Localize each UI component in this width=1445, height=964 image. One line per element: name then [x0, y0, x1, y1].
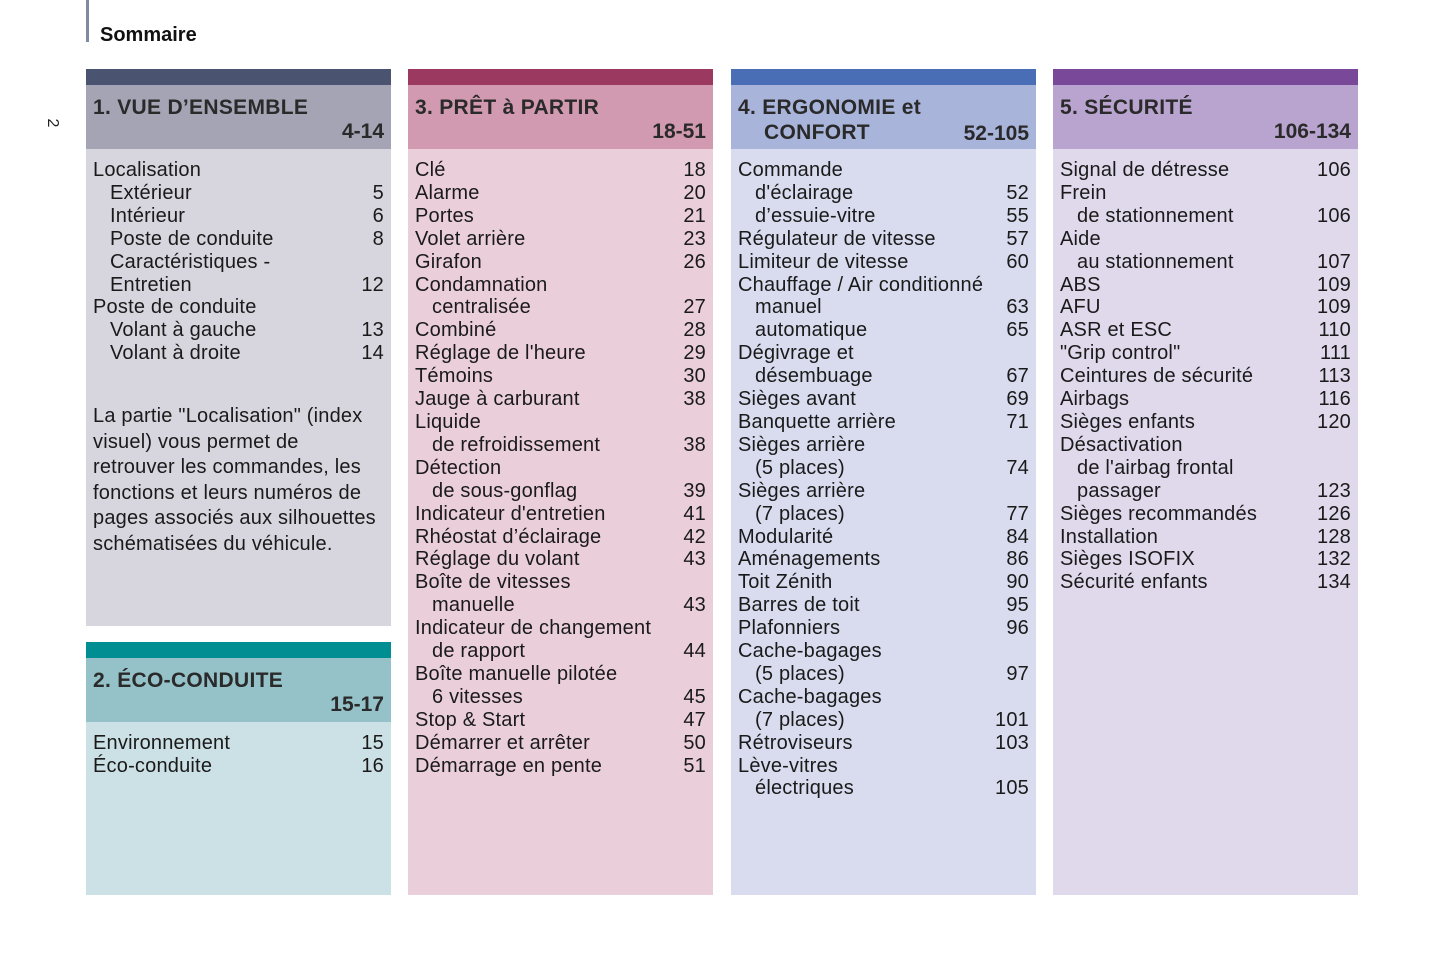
toc-entry-label: Caractéristiques -	[110, 250, 271, 273]
toc-entry[interactable]	[1060, 342, 1351, 365]
toc-entry-page: 128	[1317, 525, 1351, 548]
toc-entry-page	[1311, 228, 1351, 251]
toc-entry[interactable]	[738, 548, 1029, 571]
toc-entry-page: 5	[372, 181, 384, 204]
toc-entry-label: d'éclairage	[755, 181, 854, 204]
toc-entry	[738, 434, 1029, 457]
toc-entry-label: Signal de détresse	[1060, 159, 1230, 181]
toc-entry	[738, 755, 1029, 778]
toc-entry-page: 95	[1006, 594, 1029, 617]
toc-entry-label: Ceintures de sécurité	[1060, 365, 1254, 388]
toc-entry[interactable]	[1060, 274, 1351, 297]
toc-entry-page: 134	[1317, 571, 1351, 594]
toc-entry-label: Volant à droite	[110, 342, 241, 365]
section-page-range: 52-105	[963, 122, 1029, 145]
toc-entry	[93, 251, 384, 274]
toc-entry-page: 43	[683, 594, 706, 617]
toc-entry-label: Sièges enfants	[1060, 410, 1196, 433]
page-number: 2	[44, 118, 61, 128]
toc-entry-label: Désactivation	[1060, 433, 1183, 456]
section-page-range: 15-17	[330, 693, 384, 716]
section-title: 2. ÉCO-CONDUITE	[93, 669, 284, 692]
toc-entry[interactable]	[415, 709, 706, 732]
toc-entry-page: 57	[1006, 227, 1029, 250]
toc-entry-page	[666, 663, 706, 686]
toc-entry[interactable]	[738, 182, 1029, 205]
entry-list	[93, 159, 384, 365]
toc-entry-label: de rapport	[432, 640, 526, 663]
toc-entry-page: 86	[1006, 548, 1029, 571]
toc-entry-label: manuelle	[432, 594, 515, 617]
toc-entry[interactable]	[415, 342, 706, 365]
entry-list	[415, 159, 706, 777]
section-page-range: 4-14	[341, 120, 384, 143]
toc-entry-page: 106	[1317, 159, 1351, 181]
toc-entry-page: 39	[683, 479, 706, 502]
toc-entry[interactable]	[93, 732, 384, 755]
toc-entry-page: 28	[683, 319, 706, 342]
toc-entry-page: 63	[1006, 296, 1029, 319]
toc-entry[interactable]	[415, 205, 706, 228]
toc-entry-page: 55	[1006, 204, 1029, 227]
section-page-range: 106-134	[1273, 120, 1351, 143]
toc-entry-page: 30	[683, 365, 706, 388]
section-color-bar	[86, 642, 391, 658]
toc-entry	[738, 159, 1029, 182]
toc-entry[interactable]	[738, 388, 1029, 411]
toc-entry-label: Entretien	[110, 273, 192, 296]
toc-entry-label: Poste de conduite	[110, 227, 274, 250]
toc-entry-label: (7 places)	[755, 708, 845, 731]
toc-entry-label: centralisée	[432, 296, 531, 319]
toc-entry-page: 90	[1006, 571, 1029, 594]
section-header[interactable]	[86, 85, 391, 149]
section-color-bar	[408, 69, 713, 85]
section-page-range: 18-51	[652, 120, 706, 143]
toc-entry-label: Réglage du volant	[415, 548, 580, 571]
toc-entry[interactable]	[415, 296, 706, 319]
toc-entry-page	[1311, 434, 1351, 457]
toc-entry-label: Limiteur de vitesse	[738, 250, 909, 273]
section-color-bar	[86, 69, 391, 85]
toc-entry-label: Modularité	[738, 525, 834, 548]
toc-entry[interactable]	[415, 365, 706, 388]
toc-entry[interactable]	[1060, 251, 1351, 274]
toc-entry[interactable]	[1060, 571, 1351, 594]
toc-entry-label: Plafonniers	[738, 617, 841, 640]
toc-entry-page: 107	[1317, 250, 1351, 273]
toc-entry-label: Frein	[1060, 181, 1107, 204]
toc-entry[interactable]	[93, 274, 384, 297]
toc-entry-page: 126	[1317, 502, 1351, 525]
toc-entry-page: 18	[683, 159, 706, 181]
toc-entry[interactable]	[415, 640, 706, 663]
toc-entry-label: Indicateur d'entretien	[415, 502, 606, 525]
toc-entry-label: manuel	[755, 296, 822, 319]
toc-entry-label: Rétroviseurs	[738, 731, 853, 754]
section-securite	[1053, 69, 1358, 895]
toc-entry-label: Poste de conduite	[93, 296, 257, 319]
toc-entry-label: Aide	[1060, 227, 1101, 250]
toc-entry-page: 67	[1006, 365, 1029, 388]
toc-entry-page: 116	[1318, 388, 1351, 411]
toc-entry-page: 20	[683, 181, 706, 204]
toc-entry-label: Portes	[415, 204, 475, 227]
toc-entry-label: Alarme	[415, 181, 480, 204]
toc-entry	[738, 342, 1029, 365]
toc-entry[interactable]	[738, 709, 1029, 732]
toc-entry	[738, 686, 1029, 709]
toc-entry[interactable]	[93, 182, 384, 205]
toc-entry-page	[666, 274, 706, 297]
toc-entry-page: 50	[683, 731, 706, 754]
toc-entry-page: 29	[683, 342, 706, 365]
toc-entry-label: Cache-bagages	[738, 685, 882, 708]
toc-entry-label: Environnement	[93, 732, 231, 754]
toc-entry-page: 23	[683, 227, 706, 250]
toc-entry[interactable]	[738, 457, 1029, 480]
toc-entry[interactable]	[1060, 503, 1351, 526]
toc-entry[interactable]	[415, 434, 706, 457]
toc-entry-label: (5 places)	[755, 662, 845, 685]
toc-entry-page: 113	[1318, 365, 1351, 388]
toc-entry-page	[989, 686, 1029, 709]
section-body	[86, 722, 391, 895]
toc-entry[interactable]	[1060, 411, 1351, 434]
toc-entry-page	[989, 480, 1029, 503]
toc-entry[interactable]	[415, 319, 706, 342]
toc-entry-label: Stop & Start	[415, 708, 526, 731]
toc-entry-label: de stationnement	[1077, 204, 1234, 227]
toc-entry-page: 97	[1006, 662, 1029, 685]
toc-entry[interactable]	[1060, 159, 1351, 182]
toc-entry-page: 13	[361, 319, 384, 342]
toc-entry-page: 42	[683, 525, 706, 548]
toc-entry-label: Régulateur de vitesse	[738, 227, 936, 250]
toc-entry-page	[989, 274, 1029, 297]
toc-entry-label: Condamnation	[415, 273, 548, 296]
toc-entry-page: 110	[1318, 319, 1351, 342]
toc-entry-page: 109	[1317, 273, 1351, 296]
toc-entry-label: Démarrer et arrêter	[415, 731, 590, 754]
toc-entry[interactable]	[415, 732, 706, 755]
toc-entry-page	[989, 342, 1029, 365]
toc-entry-page: 74	[1006, 456, 1029, 479]
section-body	[408, 149, 713, 895]
toc-entry-page	[989, 159, 1029, 182]
toc-entry-label: (5 places)	[755, 456, 845, 479]
toc-entry	[415, 571, 706, 594]
toc-entry-label: automatique	[755, 319, 868, 342]
section-header[interactable]	[408, 85, 713, 149]
toc-entry-label: Chauffage / Air conditionné	[738, 273, 984, 296]
toc-entry[interactable]	[738, 365, 1029, 388]
toc-entry	[1060, 434, 1351, 457]
toc-entry-label: ABS	[1060, 273, 1101, 296]
toc-entry[interactable]	[738, 617, 1029, 640]
toc-entry	[1060, 182, 1351, 205]
toc-entry[interactable]	[1060, 319, 1351, 342]
toc-entry[interactable]	[738, 319, 1029, 342]
toc-entry-page: 109	[1317, 296, 1351, 319]
toc-entry-page: 71	[1006, 410, 1029, 433]
toc-entry-page: 15	[361, 732, 384, 754]
toc-entry-page: 27	[683, 296, 706, 319]
toc-entry-page: 105	[995, 777, 1029, 800]
toc-entry-label: électriques	[755, 777, 854, 800]
entry-list	[738, 159, 1029, 800]
toc-entry-label: d’essuie-vitre	[755, 204, 876, 227]
toc-entry-label: Toit Zénith	[738, 571, 833, 594]
entry-list	[1060, 159, 1351, 594]
toc-entry[interactable]	[738, 594, 1029, 617]
section-body	[731, 149, 1036, 895]
toc-entry[interactable]	[1060, 480, 1351, 503]
toc-entry-page	[344, 296, 384, 319]
toc-entry	[738, 274, 1029, 297]
toc-entry-label: Éco-conduite	[93, 754, 213, 777]
section-body	[1053, 149, 1358, 895]
section-header[interactable]	[86, 658, 391, 722]
toc-entry[interactable]	[415, 251, 706, 274]
toc-entry[interactable]	[415, 228, 706, 251]
toc-entry-label: Lève-vitres	[738, 754, 839, 777]
toc-entry-page	[666, 617, 706, 640]
toc-entry	[93, 296, 384, 319]
toc-entry-page: 120	[1317, 410, 1351, 433]
toc-entry-label: Volant à gauche	[110, 319, 257, 342]
entry-list	[93, 732, 384, 778]
toc-entry-label: (7 places)	[755, 502, 845, 525]
toc-entry[interactable]	[93, 228, 384, 251]
toc-entry-label: Installation	[1060, 525, 1159, 548]
toc-entry[interactable]	[1060, 365, 1351, 388]
toc-entry-label: ASR et ESC	[1060, 319, 1173, 342]
toc-entry[interactable]	[415, 526, 706, 549]
toc-entry-label: Boîte manuelle pilotée	[415, 662, 618, 685]
toc-entry-page: 41	[683, 502, 706, 525]
toc-entry-label: passager	[1077, 479, 1161, 502]
toc-entry-label: Détection	[415, 456, 502, 479]
toc-entry-page: 60	[1006, 250, 1029, 273]
toc-entry-page: 103	[995, 731, 1029, 754]
toc-entry[interactable]	[1060, 526, 1351, 549]
toc-entry-page: 47	[683, 708, 706, 731]
toc-entry-label: Dégivrage et	[738, 342, 854, 365]
toc-entry-page: 52	[1006, 181, 1029, 204]
toc-entry-label: Airbags	[1060, 388, 1130, 411]
toc-entry-label: Commande	[738, 159, 843, 181]
page-title: Sommaire	[100, 24, 197, 46]
toc-entry[interactable]	[93, 319, 384, 342]
toc-entry-label: AFU	[1060, 296, 1101, 319]
toc-entry-page: 45	[683, 685, 706, 708]
toc-entry-page: 77	[1006, 502, 1029, 525]
section-title-line2: CONFORT	[764, 121, 870, 144]
toc-entry-label: Girafon	[415, 250, 482, 273]
toc-entry	[415, 411, 706, 434]
toc-entry[interactable]	[415, 548, 706, 571]
toc-entry-label: Boîte de vitesses	[415, 571, 571, 594]
toc-entry-page: 6	[372, 204, 384, 227]
toc-entry-label: de refroidissement	[432, 433, 601, 456]
section-title: 5. SÉCURITÉ	[1060, 96, 1193, 119]
toc-entry[interactable]	[415, 480, 706, 503]
toc-entry[interactable]	[93, 342, 384, 365]
toc-entry-page: 111	[1319, 342, 1351, 365]
toc-entry	[1060, 457, 1351, 480]
toc-entry-label: Banquette arrière	[738, 410, 896, 433]
toc-entry[interactable]	[415, 388, 706, 411]
toc-entry-label: Combiné	[415, 319, 497, 342]
toc-entry-page: 38	[683, 388, 706, 411]
toc-entry-label: Aménagements	[738, 548, 881, 571]
toc-entry[interactable]	[738, 205, 1029, 228]
toc-entry-page: 69	[1006, 388, 1029, 411]
toc-entry[interactable]	[738, 571, 1029, 594]
section-header[interactable]	[1053, 85, 1358, 149]
toc-entry[interactable]	[415, 503, 706, 526]
toc-entry[interactable]	[738, 411, 1029, 434]
toc-entry-page: 123	[1317, 479, 1351, 502]
toc-entry[interactable]	[415, 686, 706, 709]
localisation-note: La partie "Localisation" (index visuel) vous permet de retrouver les commandes, les fonctions et leurs numéros de pages associés aux silhouettes schématisées du véhicule.	[93, 405, 376, 555]
section-ergonomie-confort	[731, 69, 1036, 895]
toc-entry-label: Extérieur	[110, 181, 192, 204]
toc-entry[interactable]	[738, 251, 1029, 274]
toc-entry-page: 132	[1317, 548, 1351, 571]
section-eco-conduite	[86, 642, 391, 895]
section-title: 1. VUE D’ENSEMBLE	[93, 96, 309, 119]
toc-entry-page	[1311, 457, 1351, 480]
toc-entry-label: Sièges arrière	[738, 479, 866, 502]
toc-entry-label: "Grip control"	[1060, 342, 1181, 365]
toc-entry	[93, 159, 384, 182]
toc-entry[interactable]	[415, 594, 706, 617]
toc-entry-label: Sécurité enfants	[1060, 571, 1208, 594]
toc-entry-label: Sièges avant	[738, 388, 857, 411]
section-title: 3. PRÊT à PARTIR	[415, 96, 600, 119]
toc-entry	[415, 457, 706, 480]
section-pret-a-partir	[408, 69, 713, 895]
toc-entry[interactable]	[738, 777, 1029, 800]
toc-entry-label: Témoins	[415, 365, 494, 388]
toc-entry-page: 44	[683, 640, 706, 663]
toc-entry-label: Sièges ISOFIX	[1060, 548, 1195, 571]
toc-entry-page	[666, 411, 706, 434]
toc-entry	[415, 663, 706, 686]
toc-entry[interactable]	[93, 205, 384, 228]
toc-entry-label: au stationnement	[1077, 250, 1234, 273]
toc-entry-page	[989, 755, 1029, 778]
toc-entry[interactable]	[415, 182, 706, 205]
toc-entry-page: 65	[1006, 319, 1029, 342]
toc-entry-label: Démarrage en pente	[415, 754, 603, 777]
toc-entry-page: 84	[1006, 525, 1029, 548]
toc-entry[interactable]	[1060, 296, 1351, 319]
toc-entry[interactable]	[738, 663, 1029, 686]
toc-entry-label: Indicateur de changement	[415, 617, 652, 640]
toc-entry-page	[344, 159, 384, 182]
toc-entry	[738, 480, 1029, 503]
toc-entry-page: 43	[683, 548, 706, 571]
toc-entry-label: Volet arrière	[415, 227, 526, 250]
section-vue-ensemble	[86, 69, 391, 626]
toc-entry[interactable]	[1060, 388, 1351, 411]
toc-entry-page	[989, 640, 1029, 663]
toc-entry[interactable]	[1060, 205, 1351, 228]
toc-entry-label: Sièges arrière	[738, 433, 866, 456]
toc-entry-label: Sièges recommandés	[1060, 502, 1258, 525]
toc-entry-page: 8	[372, 227, 384, 250]
toc-entry-label: Rhéostat d’éclairage	[415, 525, 602, 548]
toc-entry	[1060, 228, 1351, 251]
toc-entry-page: 21	[683, 204, 706, 227]
section-header[interactable]	[731, 85, 1036, 149]
toc-entry-page	[1311, 182, 1351, 205]
toc-entry-page: 101	[995, 708, 1029, 731]
toc-entry-page: 38	[683, 433, 706, 456]
toc-entry-label: 6 vitesses	[432, 685, 523, 708]
toc-entry	[415, 617, 706, 640]
section-title	[738, 95, 921, 145]
toc-entry-page	[344, 251, 384, 274]
toc-entry-label: Barres de toit	[738, 594, 860, 617]
toc-entry-page	[989, 434, 1029, 457]
toc-entry-label: Clé	[415, 159, 446, 181]
toc-entry-label: Localisation	[93, 159, 202, 181]
toc-entry[interactable]	[738, 228, 1029, 251]
toc-entry-page: 106	[1317, 204, 1351, 227]
toc-entry[interactable]	[738, 526, 1029, 549]
toc-entry-label: Intérieur	[110, 204, 186, 227]
toc-entry[interactable]	[415, 159, 706, 182]
section-body	[86, 149, 391, 626]
toc-entry-page	[666, 571, 706, 594]
section-title-line1: 4. ERGONOMIE et	[738, 96, 922, 119]
toc-entry-label: Jauge à carburant	[415, 388, 580, 411]
toc-entry[interactable]	[738, 503, 1029, 526]
toc-entry[interactable]	[738, 732, 1029, 755]
toc-entry[interactable]	[1060, 548, 1351, 571]
toc-entry	[738, 640, 1029, 663]
section-color-bar	[1053, 69, 1358, 85]
toc-entry-label: de sous-gonflag	[432, 479, 578, 502]
toc-entry-page: 14	[361, 342, 384, 365]
section-color-bar	[731, 69, 1036, 85]
toc-entry[interactable]	[738, 296, 1029, 319]
toc-entry	[415, 274, 706, 297]
toc-entry-label: Réglage de l'heure	[415, 342, 586, 365]
toc-entry[interactable]	[415, 755, 706, 778]
toc-entry-page: 16	[361, 754, 384, 777]
toc-entry-page: 96	[1006, 617, 1029, 640]
toc-entry-page: 26	[683, 250, 706, 273]
toc-entry-page: 12	[361, 273, 384, 296]
toc-entry-page	[666, 457, 706, 480]
toc-entry[interactable]	[93, 755, 384, 778]
toc-entry-label: Cache-bagages	[738, 640, 882, 663]
toc-entry-label: de l'airbag frontal	[1077, 456, 1234, 479]
margin-rule	[86, 0, 89, 42]
toc-entry-label: Liquide	[415, 410, 481, 433]
toc-entry-label: désembuage	[755, 365, 873, 388]
toc-entry-page: 51	[683, 754, 706, 777]
